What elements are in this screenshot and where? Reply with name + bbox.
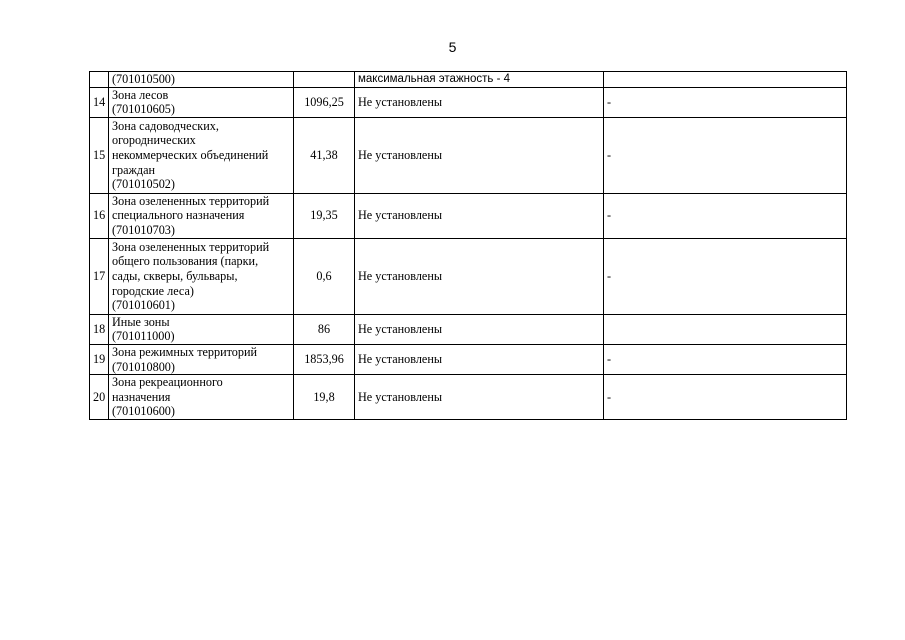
table-row (90, 238, 847, 314)
zone-params-cell: Не установлены (355, 314, 604, 344)
zone-name-line: некоммерческих объединений (112, 147, 269, 162)
zone-params-cell: Не установлены (355, 87, 604, 117)
zones-table (89, 71, 847, 420)
zone-name-line: (701010500) (112, 72, 175, 86)
zone-name-line: (701011000) (112, 329, 175, 344)
table-row (90, 193, 847, 238)
zone-name-line: Зона режимных территорий (112, 344, 258, 359)
zone-number-cell: 15 (90, 117, 109, 193)
table-row (90, 117, 847, 193)
zone-limits-cell: - (604, 375, 847, 420)
zone-name-line: Зона рекреационного (112, 375, 223, 390)
zone-params-cell: Не установлены (355, 193, 604, 238)
zone-name-line: назначения (112, 389, 171, 404)
zone-name-line: (701010703) (112, 223, 175, 238)
table-row (90, 87, 847, 117)
zone-area-cell: 1096,25 (294, 87, 355, 117)
zone-name-line: (701010601) (112, 298, 175, 313)
table-row (90, 314, 847, 344)
zone-area-cell: 19,8 (294, 375, 355, 420)
zone-name-cell (109, 193, 294, 238)
zone-limits-cell: - (604, 193, 847, 238)
zone-limits-cell: - (604, 344, 847, 374)
zone-params-cell: Не установлены (355, 375, 604, 420)
zone-params-cell: максимальная этажность - 4 (355, 72, 604, 88)
zone-number-cell: 18 (90, 314, 109, 344)
zone-name-line: граждан (112, 162, 156, 177)
zone-name-cell (109, 344, 294, 374)
zone-name-cell (109, 117, 294, 193)
zone-number-cell: 17 (90, 238, 109, 314)
zone-name-line: (701010605) (112, 102, 175, 117)
zone-name-line: (701010800) (112, 359, 175, 374)
zone-area-cell: 0,6 (294, 238, 355, 314)
zone-name-line: Зона озелененных территорий (112, 239, 270, 254)
table-row (90, 344, 847, 374)
zone-params-cell: Не установлены (355, 238, 604, 314)
zone-limits-cell (604, 72, 847, 88)
zone-name-line: огороднических (112, 133, 196, 148)
zone-area-cell: 19,35 (294, 193, 355, 238)
zone-name-line: (701010600) (112, 404, 175, 419)
zone-name-line: Зона озелененных территорий (112, 193, 270, 208)
table-row-continuation (90, 72, 847, 88)
zone-name-line: сады, скверы, бульвары, (112, 268, 238, 283)
zone-limits-cell (604, 314, 847, 344)
zone-limits-cell: - (604, 117, 847, 193)
zone-number-cell (90, 72, 109, 88)
zone-name-line: специального назначения (112, 208, 245, 223)
zone-name-cell (109, 238, 294, 314)
zone-name-line: городские леса) (112, 283, 194, 298)
zone-name-line: Зона лесов (112, 87, 169, 102)
page-number: 5 (448, 39, 457, 55)
zone-number-cell: 20 (90, 375, 109, 420)
table-row (90, 375, 847, 420)
zone-name-cell (109, 314, 294, 344)
zone-area-cell: 86 (294, 314, 355, 344)
zones-table-body (90, 72, 847, 420)
zone-name-cell (109, 375, 294, 420)
zone-name-line: (701010502) (112, 177, 175, 192)
zone-number-cell: 16 (90, 193, 109, 238)
zone-number-cell: 19 (90, 344, 109, 374)
zone-name-line: общего пользования (парки, (112, 254, 259, 269)
zone-params-cell: Не установлены (355, 344, 604, 374)
zone-params-cell: Не установлены (355, 117, 604, 193)
zone-name-line: Иные зоны (112, 314, 170, 329)
zone-area-cell: 41,38 (294, 117, 355, 193)
zone-name-cell (109, 87, 294, 117)
zone-area-cell: 1853,96 (294, 344, 355, 374)
zone-limits-cell: - (604, 87, 847, 117)
zone-name-line: Зона садоводческих, (112, 118, 219, 133)
zone-limits-cell: - (604, 238, 847, 314)
zone-area-cell (294, 72, 355, 88)
zone-number-cell: 14 (90, 87, 109, 117)
zone-name-cell (109, 72, 294, 88)
